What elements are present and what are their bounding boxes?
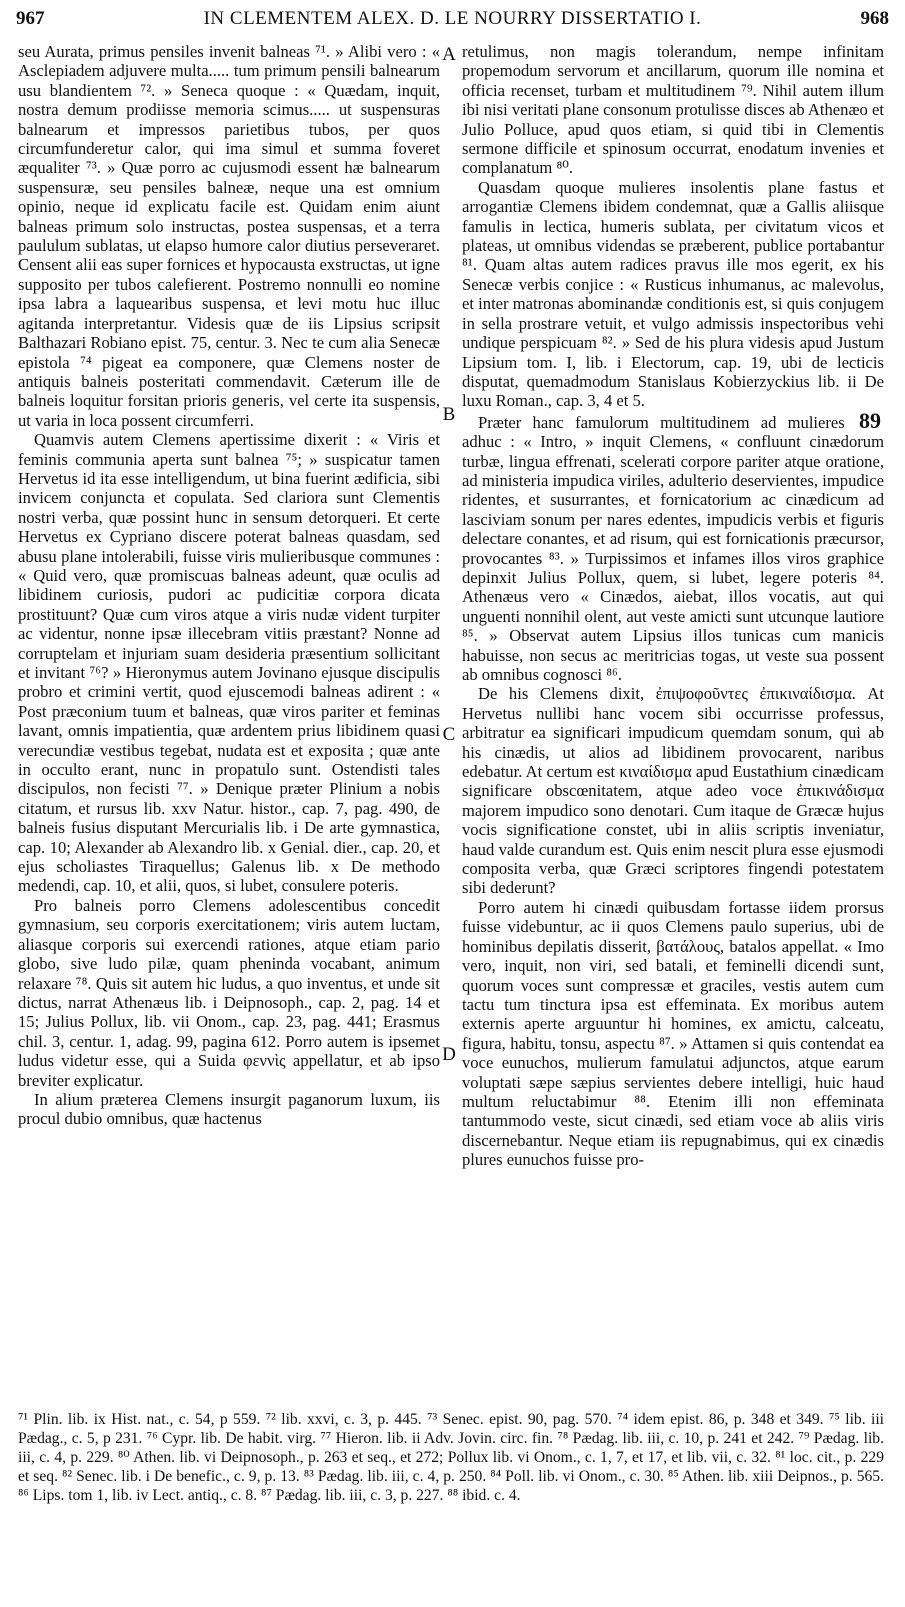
column-number: 89: [859, 407, 881, 433]
footnote-block: ⁷¹ Plin. lib. ix Hist. nat., c. 54, p 559. ⁷² lib. xxvi, c. 3, p. 445. ⁷³ Senec. epist. 90, pag. 570. ⁷⁴ idem epist. 86, p. 348 et 349. ⁷⁵ lib. iii Pædag., c. 5, p 231. ⁷⁶ Cypr. lib. De habit. virg. ⁷⁷ Hieron. lib. ii Adv. Jovin. circ. fin. ⁷⁸ Pædag. lib. iii, c. 10, p. 241 et 242. ⁷⁹ Pædag. lib. iii, c. 4, p. 229. ⁸⁰ Athen. lib. vi Deipnosoph., p. 263 et seq., et 272; Pollux lib. vi Onom., c. 1, 7, et 17, et lib. vii, c. 32. ⁸¹ loc. cit., p. 229 et seq. ⁸² Senec. lib. i De benefic., c. 9, p. 13. ⁸³ Pædag. lib. iii, c. 4, p. 250. ⁸⁴ Poll. lib. vi Onom., c. 30. ⁸⁵ Athen. lib. xiii Deipnos., p. 565. ⁸⁶ Lips. tom 1, lib. iv Lect. antiq., c. 8. ⁸⁷ Pædag. lib. iii, c. 3, p. 227. ⁸⁸ ibid. c. 4.: [18, 1411, 884, 1504]
right-column: [462, 42, 884, 1170]
paragraph: Pro balneis porro Clemens adolescentibus concedit gymnasium, seu corporis exercitationem; viris autem luctam, aliasque corporis sui exercendi rationes, atque etiam pario globo, sive ludo pilæ, quam pheninda vocabant, animum relaxare ⁷⁸. Quis sit autem hic ludus, a quo inventus, et unde sit dictus, narrat Athenæus lib. i Deipnosoph., cap. 2, pag. 14 et 15; Julius Pollux, lib. vii Onom., cap. 23, pag. 441; Erasmus chil. 3, centur. 1, adag. 99, pagina 612. Porro autem is ipsemet ludus videtur esse, qui a Suida φεννὶς appellatur, et ab ipso breviter explicatur.: [18, 895, 440, 1090]
page-number-left: 967: [16, 8, 45, 29]
paragraph-start: Præter hanc famulorum multitudinem ad mulieres: [478, 412, 845, 432]
paragraph: Porro autem hi cinædi quibusdam fortasse iidem prorsus fuisse videbuntur, ac ii quos Clemens paulo superius, ubi de hominibus depilatis disserit, βατάλους, batalos appellat. « Imo vero, inquit, non viri, sed batali, et feminelli dicendi sunt, quorum voces sunt compressæ et graciles, vestis autem cum tactu tum tinctura ipsa est effeminata. Ex moribus autem externis aperte arguuntur hi homines, ex amictu, calceatu, figura, habitu, tonsu, aspectu ⁸⁷. » Attamen si quis contendat ea voce eunuchos, mulierum famulatui adjunctos, atque earum voluptati sæpe sæpius servientes debere intelligi, huic haud multum reluctabimur ⁸⁸. Etenim illi non effeminata tantummodo veste, sicut cinædi, sed etiam voce ab aliis viris discernebantur. Neque etiam iis repugnabimus, qui ex cinædis plures eunuchos fuisse pro-: [462, 897, 884, 1170]
margin-marker-c: C: [442, 724, 456, 745]
left-column: [18, 42, 440, 1129]
paragraph: De his Clemens dixit, ἐπιψοφοῦντες ἐπικιναίδισμα. At Hervetus nullibi hanc vocem sibi occurrisse professus, arbitratur ea significari impudicum quemdam sonum, qui ab his cinædis, ut alios ad libidinem provocarent, naribus edebatur. At certum est κιναίδισμα apud Eustathium cinædicam significare obscœnitatem, atque adeo voce ἐπικινάδισμα majorem impudico sono denotari. Cum itaque de Græcæ hujus vocis significatione constet, ubi in aliis scriptis inveniatur, haud valde curandum est. Quis enim nescit plura esse ejusmodi composita verba, quæ Græci scriptores fingendi potestatem sibi dederunt?: [462, 684, 884, 898]
margin-marker-a: A: [442, 44, 456, 65]
paragraph: [462, 407, 884, 685]
margin-marker-b: B: [442, 404, 456, 425]
paragraph-continuation: adhuc : « Intro, » inquit Clemens, « confluunt cinædorum turbæ, lingua effrenati, scelerati corpore pariter atque oratione, ad ministeria impudica viriles, adulterio deservientes, impudice ridentes, et susurrantes, et fornicatorium ac cinædicum ad lasciviam sonum per nares edentes, impudicis verbis et figuris delectare conantes, et ad risum, qui est fornicationis præcursor, provocantes ⁸³. » Turpissimos et infames illos viros graphice depinxit Julius Pollux, quem, si lubet, legere poteris ⁸⁴. Athenæus vero « Cinædos, aiebat, illos vocatis, aut qui unguenti nonnihil olent, aut veste amicti sunt utcunque lautiore ⁸⁵. » Observat autem Lipsius illos tunicas cum manicis habuisse, non secus ac meritricias togas, ut veste sua possent ab omnibus cognosci ⁸⁶.: [462, 432, 884, 684]
page-header: [0, 8, 905, 38]
running-title: IN CLEMENTEM ALEX. D. LE NOURRY DISSERTATIO I.: [203, 8, 702, 29]
paragraph: Quasdam quoque mulieres insolentis plane fastus et arrogantiæ Clemens ibidem condemnat, quæ a Gallis aliisque famulis in lectica, humeris sublata, per civitatum vicos et plateas, ut omnibus videndas se præberent, publice portabantur ⁸¹. Quam altas autem radices pravus ille mos egerit, ex his Senecæ verbis conjice : « Rusticus inhumanus, ac malevolus, et inter matronas abominandæ conditionis est, si quis conjugem in sella prostrare vetuit, et vulgo admissis inspectoribus vehi undique perspicuam ⁸². » Sed de his plura videsis apud Justum Lipsium tom. I, lib. i Electorum, cap. 19, ubi de lecticis disputat, quemadmodum Stanislaus Kobierzyckius lib. ii De luxu Roman., cap. 3, 4 et 5.: [462, 177, 884, 411]
paragraph: In alium præterea Clemens insurgit paganorum luxum, iis procul dubio omnibus, quæ hactenus: [18, 1089, 440, 1129]
paragraph: seu Aurata, primus pensiles invenit balneas ⁷¹. » Alibi vero : « Asclepiadem adjuvere multa..... tum primum pensili balnearum usu blandientem ⁷². » Seneca quoque : « Quædam, inquit, nostra demum prodiisse memoria scimus..... ut suspensuras balnearum et impressos parietibus tubos, per quos circumfunderetur calor, qui ima simul et summa foveret æqualiter ⁷³. » Quæ porro ac cujusmodi essent hæ balnearum suspensuræ, seu pensiles balneæ, neque una est omnium opinio, neque id explicatu facile est. Quidam enim aiunt balneas primum solo instructas, postea suspensas, et a terra paululum sublatas, ut elapso humore calor diutius perseveraret. Censent alii eas super fornices et hypocausta exstructas, ut igne supposito per tubos calefierent. Postremo nonnulli eo nomine ipsa labra a laquearibus suspensa, et levi motu huc illuc agitanda interpretantur. Videsis quæ de iis Lipsius scripsit Balthazari Robiano epist. 75, centur. 3. Nec te cum alia Senecæ epistola ⁷⁴ pigeat ea componere, quæ Clemens noster de antiquis balneis posteritati commendavit. Cæterum ille de balneis loquitur forsitan prioris generis, vel certe ita suspensis, ut varia in loca possent circumferri.: [18, 42, 440, 430]
page-number-right: 968: [860, 8, 889, 29]
paragraph: retulimus, non magis tolerandum, nempe infinitam propemodum servorum et ancillarum, quorum ille nomina et officia recenset, turbam et multitudinem ⁷⁹. Nihil autem illum ibi nisi veritati plane consonum protulisse disces ab Athenæo et Julio Polluce, apud quos etiam, si quid tibi in Clementis sermone difficile et spinosum occurrat, enodatum invenies et complanatum ⁸⁰.: [462, 42, 884, 178]
footnotes: [18, 1410, 884, 1505]
paragraph: Quamvis autem Clemens apertissime dixerit : « Viris et feminis communia aperta sunt balnea ⁷⁵; » suspicatur tamen Hervetus id ita esse intelligendum, ut bina fuerint ædificia, sibi invicem conjuncta et copulata. Sed clariora sunt Clementis nostri verba, quæ possint hunc in sensum detorqueri. Et certe Hervetus ex Cypriano discere poterat balneas quasdam, sed abusu plane intolerabili, fuisse viris mulieribusque communes : « Quid vero, quæ promiscuas balneas adeunt, quæ oculis ad libidinem curiosis, pudori ac pudicitiæ corpora dicata prostituunt? Quæ cum viros atque a viris nudæ vident turpiter ac videntur, nonne ipsæ illecebram vitiis præstant? Nonne ad corruptelam et injuriam suam desideria præsentium sollicitant et invitant ⁷⁶? » Hieronymus autem Jovinano ejusque discipulis probro et crimini vertit, quod ejuscemodi balneas adirent : « Post præconium tuum et balneas, quæ viros pariter et feminas lavant, omnis impatientia, quæ ardentem prius libidinem quasi verecundiæ vestibus tegebat, nudata est et exposita ; quæ ante in occulto erant, nunc in propatulo sunt. Ostendisti tales discipulos, non fecisti ⁷⁷. » Denique præter Plinium a nobis citatum, et rursus lib. xxv Natur. histor., cap. 7, pag. 490, de balneis fusius disputant Mercurialis lib. i De arte gymnastica, cap. 10; Alexander ab Alexandro lib. x Genial. dier., cap. 20, et ejus scholiastes Tiraquellus; Galenus lib. x De methodo medendi, cap. 10, et alii, quos, si lubet, consulere poteris.: [18, 430, 440, 896]
margin-marker-d: D: [442, 1044, 456, 1065]
